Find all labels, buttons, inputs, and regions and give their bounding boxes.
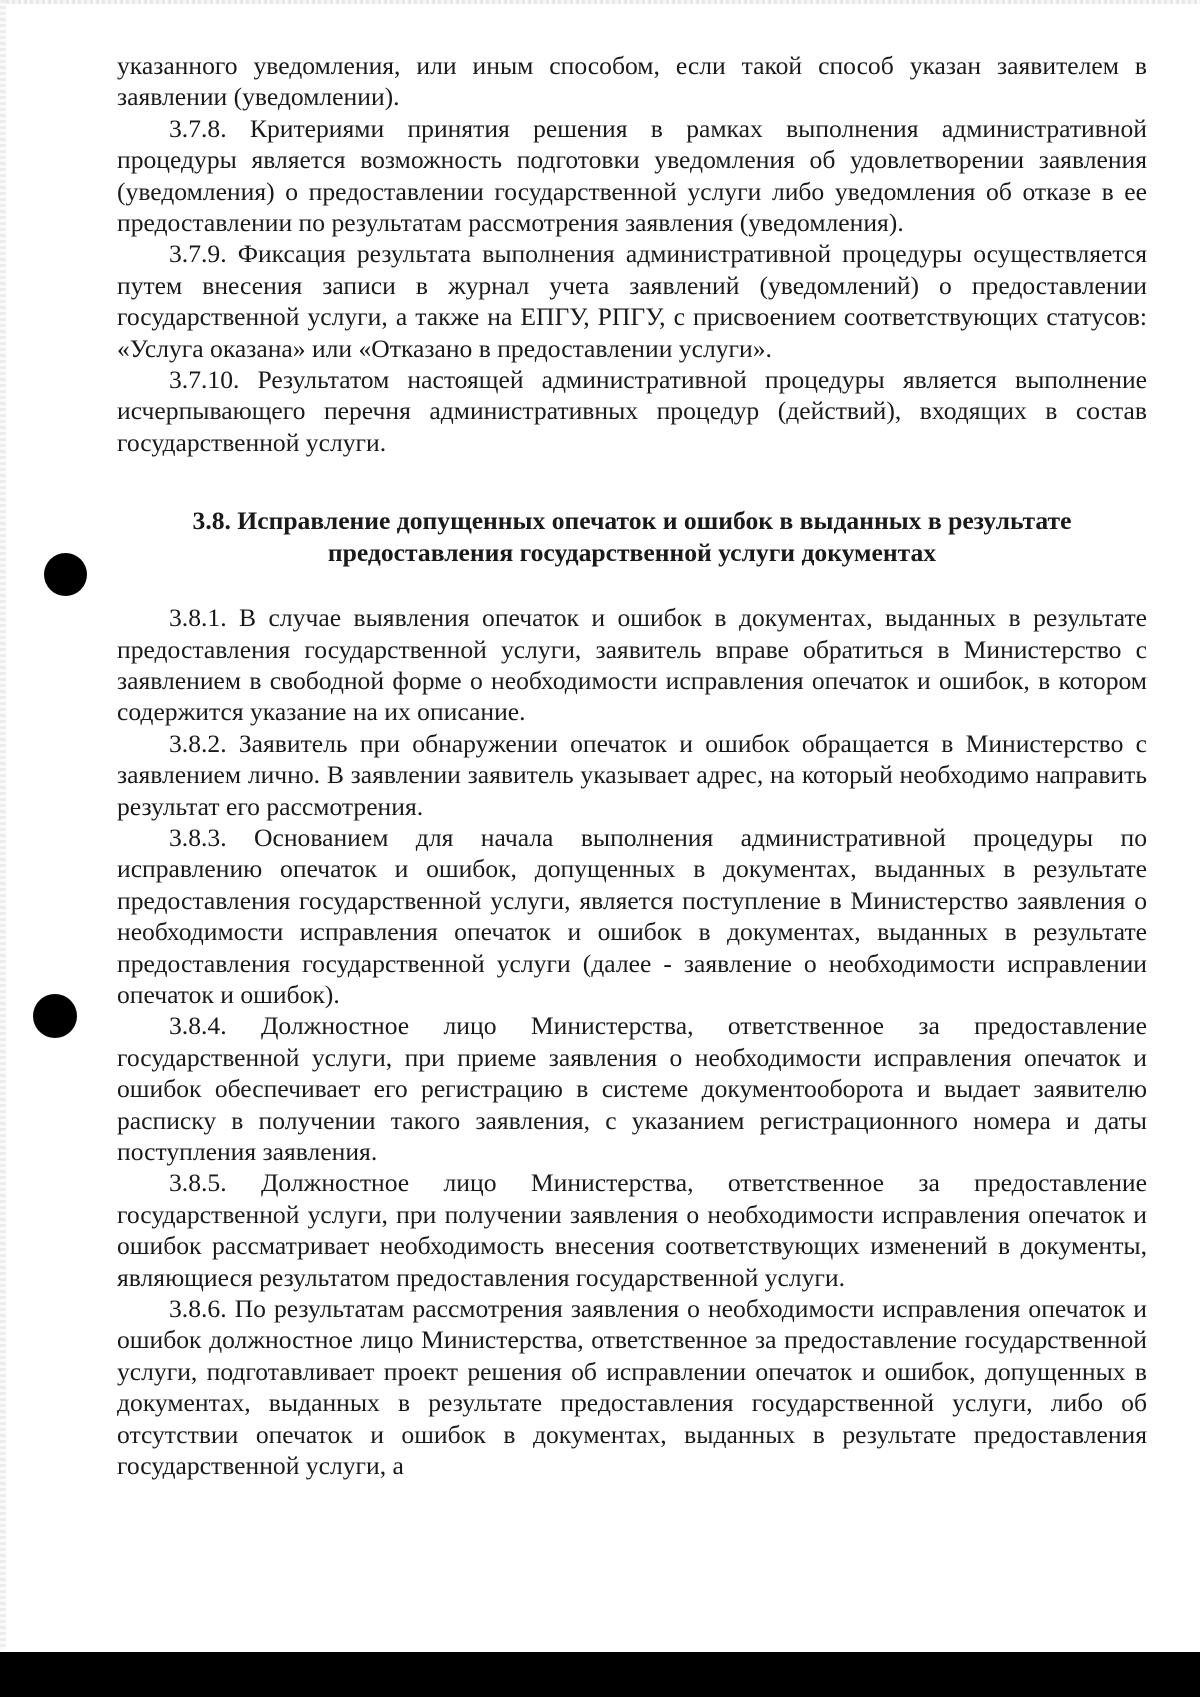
scan-edge-left: [0, 0, 6, 1650]
section-heading-3-8: [117, 505, 1147, 568]
paragraph-3-8-2: 3.8.2. Заявитель при обнаружении опечаток и ошибок обращается в Министерство с заявлением лично. В заявлении заявитель указывает адрес, на который необходимо направить результат его рассмотрения.: [117, 728, 1147, 821]
section-heading-line-1: 3.8. Исправление допущенных опечаток и ошибок в выданных в результате: [192, 506, 1072, 536]
paragraph-3-7-10: 3.7.10. Результатом настоящей административной процедуры является выполнение исчерпывающего перечня административных процедур (действий), входящих в состав государственной услуги.: [117, 365, 1147, 457]
paragraph-3-7-8: 3.7.8. Критериями принятия решения в рамках выполнения административной процедуры является возможность подготовки уведомления об удовлетворении заявления (уведомления) о предоставлении государственной услуги либо уведомления об отказе в ее предоставлении по результатам рассмотрения заявления (уведомления).: [117, 113, 1147, 238]
spacer: [117, 458, 1147, 505]
paragraph-3-8-1: 3.8.1. В случае выявления опечаток и ошибок в документах, выданных в результате предоставления государственной услуги, заявитель вправе обратиться в Министерство с заявлением в свободной форме о необходимости исправления опечаток и ошибок, в котором содержится указание на их описание.: [117, 603, 1147, 727]
spacer: [117, 568, 1147, 602]
paragraph-3-8-5: 3.8.5. Должностное лицо Министерства, ответственное за предоставление государственной услуги, при получении заявления о необходимости исправления опечаток и ошибок рассматривает необходимость внесения соответствующих изменений в документы, являющиеся результатом предоставления государственной услуги.: [117, 1168, 1147, 1292]
paragraph-continuation: указанного уведомления, или иным способом, если такой способ указан заявителем в заявлении (уведомлении).: [117, 51, 1147, 112]
paragraph-3-8-6: 3.8.6. По результатам рассмотрения заявления о необходимости исправления опечаток и ошибок должностное лицо Министерства, ответственное за предоставление государственной услуги, подготавливает проект решения об исправлении опечаток и ошибок, допущенных в документах, выданных в результате предоставления государственной услуги, либо об отсутствии опечаток и ошибок в документах, выданных в результате предоставления государственной услуги, а: [117, 1294, 1147, 1481]
punch-hole: [33, 994, 77, 1038]
paragraph-3-8-4: 3.8.4. Должностное лицо Министерства, ответственное за предоставление государственной услуги, при приеме заявления о необходимости исправления опечаток и ошибок обеспечивает его регистрацию в системе документооборота и выдает заявителю расписку в получении такого заявления, с указанием регистрационного номера и даты поступления заявления.: [117, 1011, 1147, 1166]
document-page: [117, 50, 1147, 1481]
scan-edge-top: [0, 0, 1200, 4]
paragraph-3-7-9: 3.7.9. Фиксация результата выполнения административной процедуры осуществляется путем внесения записи в журнал учета заявлений (уведомлений) о предоставлении государственной услуги, а также на ЕПГУ, РПГУ, с присвоением соответствующих статусов: «Услуга оказана» или «Отказано в предоставлении услуги».: [117, 239, 1147, 363]
punch-hole: [44, 553, 87, 596]
scan-bottom-border: [0, 1652, 1200, 1697]
section-heading-line-2: предоставления государственной услуги документах: [327, 537, 937, 567]
paragraph-3-8-3: 3.8.3. Основанием для начала выполнения административной процедуры по исправлению опечаток и ошибок, допущенных в документах, выданных в результате предоставления государственной услуги, является поступление в Министерство заявления о необходимости исправления опечаток и ошибок в документах, выданных в результате предоставления государственной услуги (далее - заявление о необходимости исправлении опечаток и ошибок).: [117, 822, 1147, 1009]
